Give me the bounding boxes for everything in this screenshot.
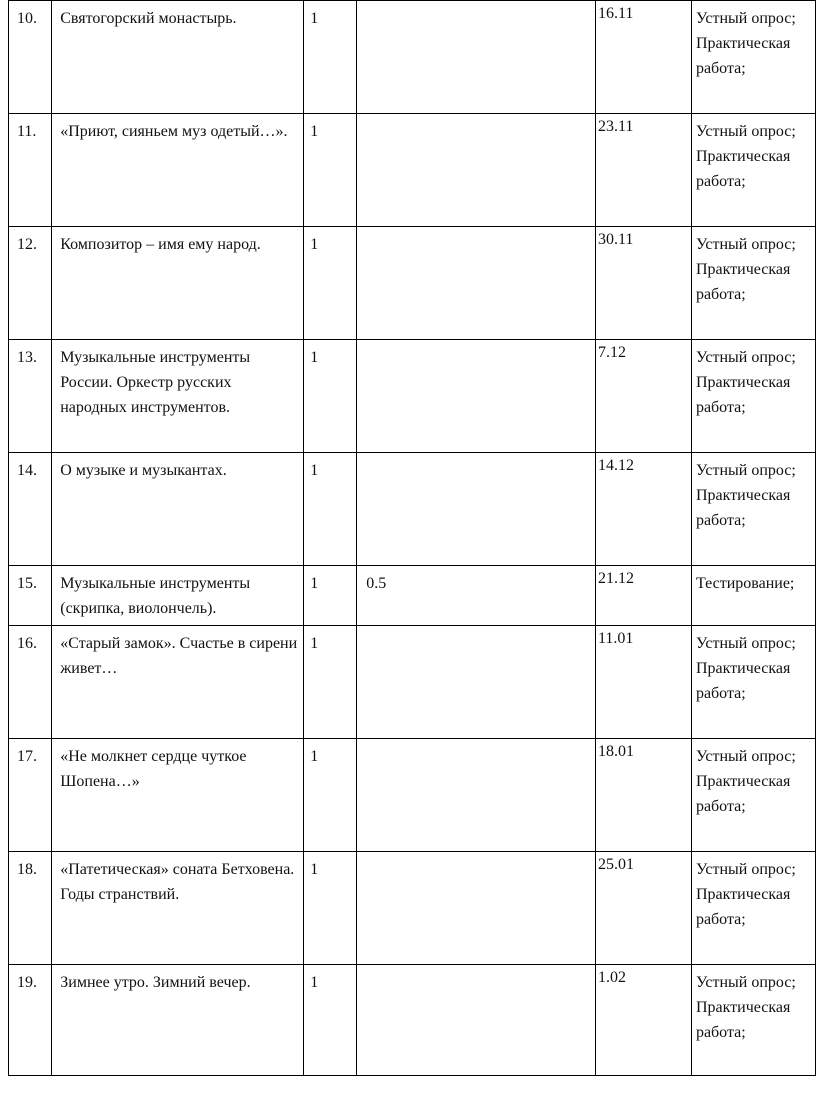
lesson-plan-table	[8, 0, 816, 1076]
lesson-date: 1.02	[596, 965, 692, 1076]
table-row	[9, 566, 816, 626]
control-form: Устный опрос; Практическая работа;	[691, 965, 815, 1076]
hours-count: 1	[304, 114, 357, 227]
lesson-topic: «Патетическая» соната Бетховена. Годы странствий.	[52, 852, 304, 965]
lesson-date: 25.01	[596, 852, 692, 965]
table-row	[9, 227, 816, 340]
row-number: 11.	[9, 114, 52, 227]
lesson-date: 21.12	[596, 566, 692, 626]
table-row	[9, 626, 816, 739]
table-row	[9, 739, 816, 852]
control-form: Устный опрос; Практическая работа;	[691, 1, 815, 114]
practical-hours	[357, 1, 596, 114]
row-number: 15.	[9, 566, 52, 626]
practical-hours	[357, 739, 596, 852]
lesson-date: 23.11	[596, 114, 692, 227]
lesson-date: 7.12	[596, 340, 692, 453]
hours-count: 1	[304, 453, 357, 566]
row-number: 14.	[9, 453, 52, 566]
practical-hours	[357, 340, 596, 453]
table-row	[9, 965, 816, 1076]
lesson-date: 11.01	[596, 626, 692, 739]
table-row	[9, 852, 816, 965]
hours-count: 1	[304, 340, 357, 453]
hours-count: 1	[304, 739, 357, 852]
practical-hours: 0.5	[357, 566, 596, 626]
lesson-topic: Святогорский монастырь.	[52, 1, 304, 114]
hours-count: 1	[304, 227, 357, 340]
control-form: Устный опрос; Практическая работа;	[691, 340, 815, 453]
control-form: Устный опрос; Практическая работа;	[691, 114, 815, 227]
hours-count: 1	[304, 1, 357, 114]
row-number: 18.	[9, 852, 52, 965]
control-form: Тестирование;	[691, 566, 815, 626]
lesson-topic: Зимнее утро. Зимний вечер.	[52, 965, 304, 1076]
lesson-date: 14.12	[596, 453, 692, 566]
table-row	[9, 340, 816, 453]
practical-hours	[357, 453, 596, 566]
control-form: Устный опрос; Практическая работа;	[691, 453, 815, 566]
control-form: Устный опрос; Практическая работа;	[691, 227, 815, 340]
lesson-topic: Музыкальные инструменты (скрипка, виолончель).	[52, 566, 304, 626]
hours-count: 1	[304, 965, 357, 1076]
table-row	[9, 114, 816, 227]
control-form: Устный опрос; Практическая работа;	[691, 739, 815, 852]
row-number: 13.	[9, 340, 52, 453]
practical-hours	[357, 965, 596, 1076]
lesson-topic: Музыкальные инструменты России. Оркестр русских народных инструментов.	[52, 340, 304, 453]
lesson-topic: «Не молкнет сердце чуткое Шопена…»	[52, 739, 304, 852]
practical-hours	[357, 227, 596, 340]
practical-hours	[357, 626, 596, 739]
row-number: 16.	[9, 626, 52, 739]
lesson-date: 16.11	[596, 1, 692, 114]
lesson-topic: Композитор – имя ему народ.	[52, 227, 304, 340]
table-row	[9, 453, 816, 566]
lesson-topic: «Приют, сияньем муз одетый…».	[52, 114, 304, 227]
lesson-topic: О музыке и музыкантах.	[52, 453, 304, 566]
row-number: 10.	[9, 1, 52, 114]
control-form: Устный опрос; Практическая работа;	[691, 852, 815, 965]
practical-hours	[357, 114, 596, 227]
table-row	[9, 1, 816, 114]
practical-hours	[357, 852, 596, 965]
lesson-topic: «Старый замок». Счастье в сирени живет…	[52, 626, 304, 739]
hours-count: 1	[304, 626, 357, 739]
lesson-date: 30.11	[596, 227, 692, 340]
row-number: 17.	[9, 739, 52, 852]
control-form: Устный опрос; Практическая работа;	[691, 626, 815, 739]
row-number: 12.	[9, 227, 52, 340]
hours-count: 1	[304, 852, 357, 965]
lesson-date: 18.01	[596, 739, 692, 852]
hours-count: 1	[304, 566, 357, 626]
row-number: 19.	[9, 965, 52, 1076]
